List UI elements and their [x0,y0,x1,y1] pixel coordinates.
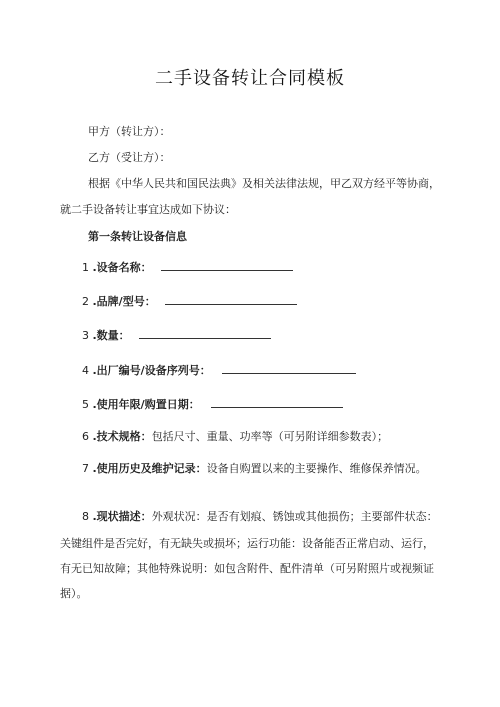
item-number: 5 [82,398,89,411]
fill-blank[interactable] [211,396,343,408]
item-number: 3 [82,329,89,342]
item-1 [82,259,293,275]
item-7 [82,462,427,476]
item-text: 外观状况：是否有划痕、锈蚀或其他损伤；主要部件状态： [151,510,438,523]
item-text: 设备自购置以来的主要操作、维修保养情况。 [206,462,427,475]
fill-blank[interactable] [222,362,356,374]
item-label: .出厂编号/设备序列号： [92,364,211,377]
item-text: 包括尺寸、重量、功率等（可另附详细参数表）； [151,430,389,443]
party-a-line: 甲方（转让方）： [88,125,171,138]
item-label: .品牌/型号： [92,295,156,308]
item-6 [82,430,388,444]
item-label: .使用历史及维护记录： [92,462,207,475]
item-8-line-2: 关键组件是否完好，有无缺失或损坏；运行功能：设备能否正常启动、运行， [60,537,434,550]
item-number: 4 [82,364,89,377]
item-3 [82,327,271,343]
item-number: 7 [82,462,89,475]
item-label: .现状描述： [92,510,152,523]
item-8-line-4: 据）。 [60,587,88,600]
fill-blank[interactable] [139,327,271,339]
party-b-line: 乙方（受让方）： [88,151,171,164]
article-1-title: 第一条转让设备信息 [88,230,187,243]
fill-blank[interactable] [165,293,297,305]
item-8 [82,510,438,524]
item-2 [82,293,297,309]
item-8-line-3: 有无已知故障；其他特殊说明：如包含附件、配件清单（可另附照片或视频证 [60,562,434,575]
document-title: 二手设备转让合同模板 [155,68,345,89]
item-number: 1 [82,261,89,274]
item-5 [82,396,343,412]
item-label: .数量： [92,329,130,342]
item-4 [82,362,356,378]
item-number: 2 [82,295,89,308]
fill-blank[interactable] [161,259,293,271]
item-label: .使用年限/购置日期： [92,398,200,411]
preamble-line-1: 根据《中华人民共和国民法典》及相关法律法规，甲乙双方经平等协商， [88,177,440,190]
item-number: 6 [82,430,89,443]
item-label: .技术规格： [92,430,152,443]
item-number: 8 [82,510,89,523]
item-label: .设备名称： [92,261,152,274]
preamble-line-2: 就二手设备转让事宜达成如下协议： [60,203,236,216]
